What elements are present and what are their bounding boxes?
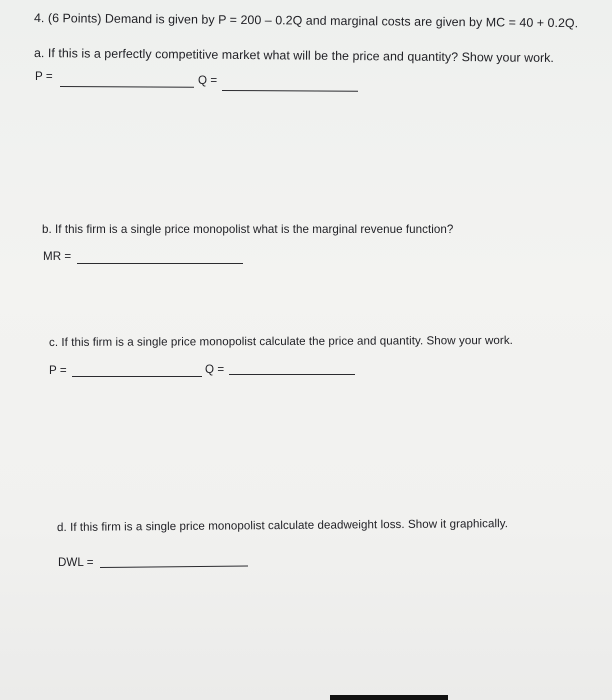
part-c-quantity-label: Q = [205,363,225,376]
part-b-prompt: b. If this firm is a single price monopolist what is the marginal revenue function? [42,223,454,236]
part-d-dwl-label: DWL = [58,556,94,569]
device-edge-shadow [330,695,448,700]
part-d-prompt: d. If this firm is a single price monopolist calculate deadweight loss. Show it graphically. [56,517,508,534]
part-d-dwl-blank[interactable] [100,565,248,568]
part-a-quantity-blank[interactable] [222,90,358,92]
part-b-mr-label: MR = [43,250,72,263]
part-a-quantity-label: Q = [198,74,218,87]
part-a-price-label: P = [35,70,53,83]
part-c-price-label: P = [49,364,67,377]
part-a-price-blank[interactable] [60,86,194,88]
part-b-mr-blank[interactable] [77,263,243,264]
part-c-prompt: c. If this firm is a single price monopolist calculate the price and quantity. Show your work. [48,333,513,349]
part-c-price-blank[interactable] [72,376,202,377]
part-c-quantity-blank[interactable] [229,374,355,375]
question-header: 4. (6 Points) Demand is given by P = 200 – 0.2Q and marginal costs are given by MC = 40 + 0.2Q. [33,11,579,31]
part-a-prompt: a. If this is a perfectly competitive market what will be the price and quantity? Show your work. [33,46,555,65]
